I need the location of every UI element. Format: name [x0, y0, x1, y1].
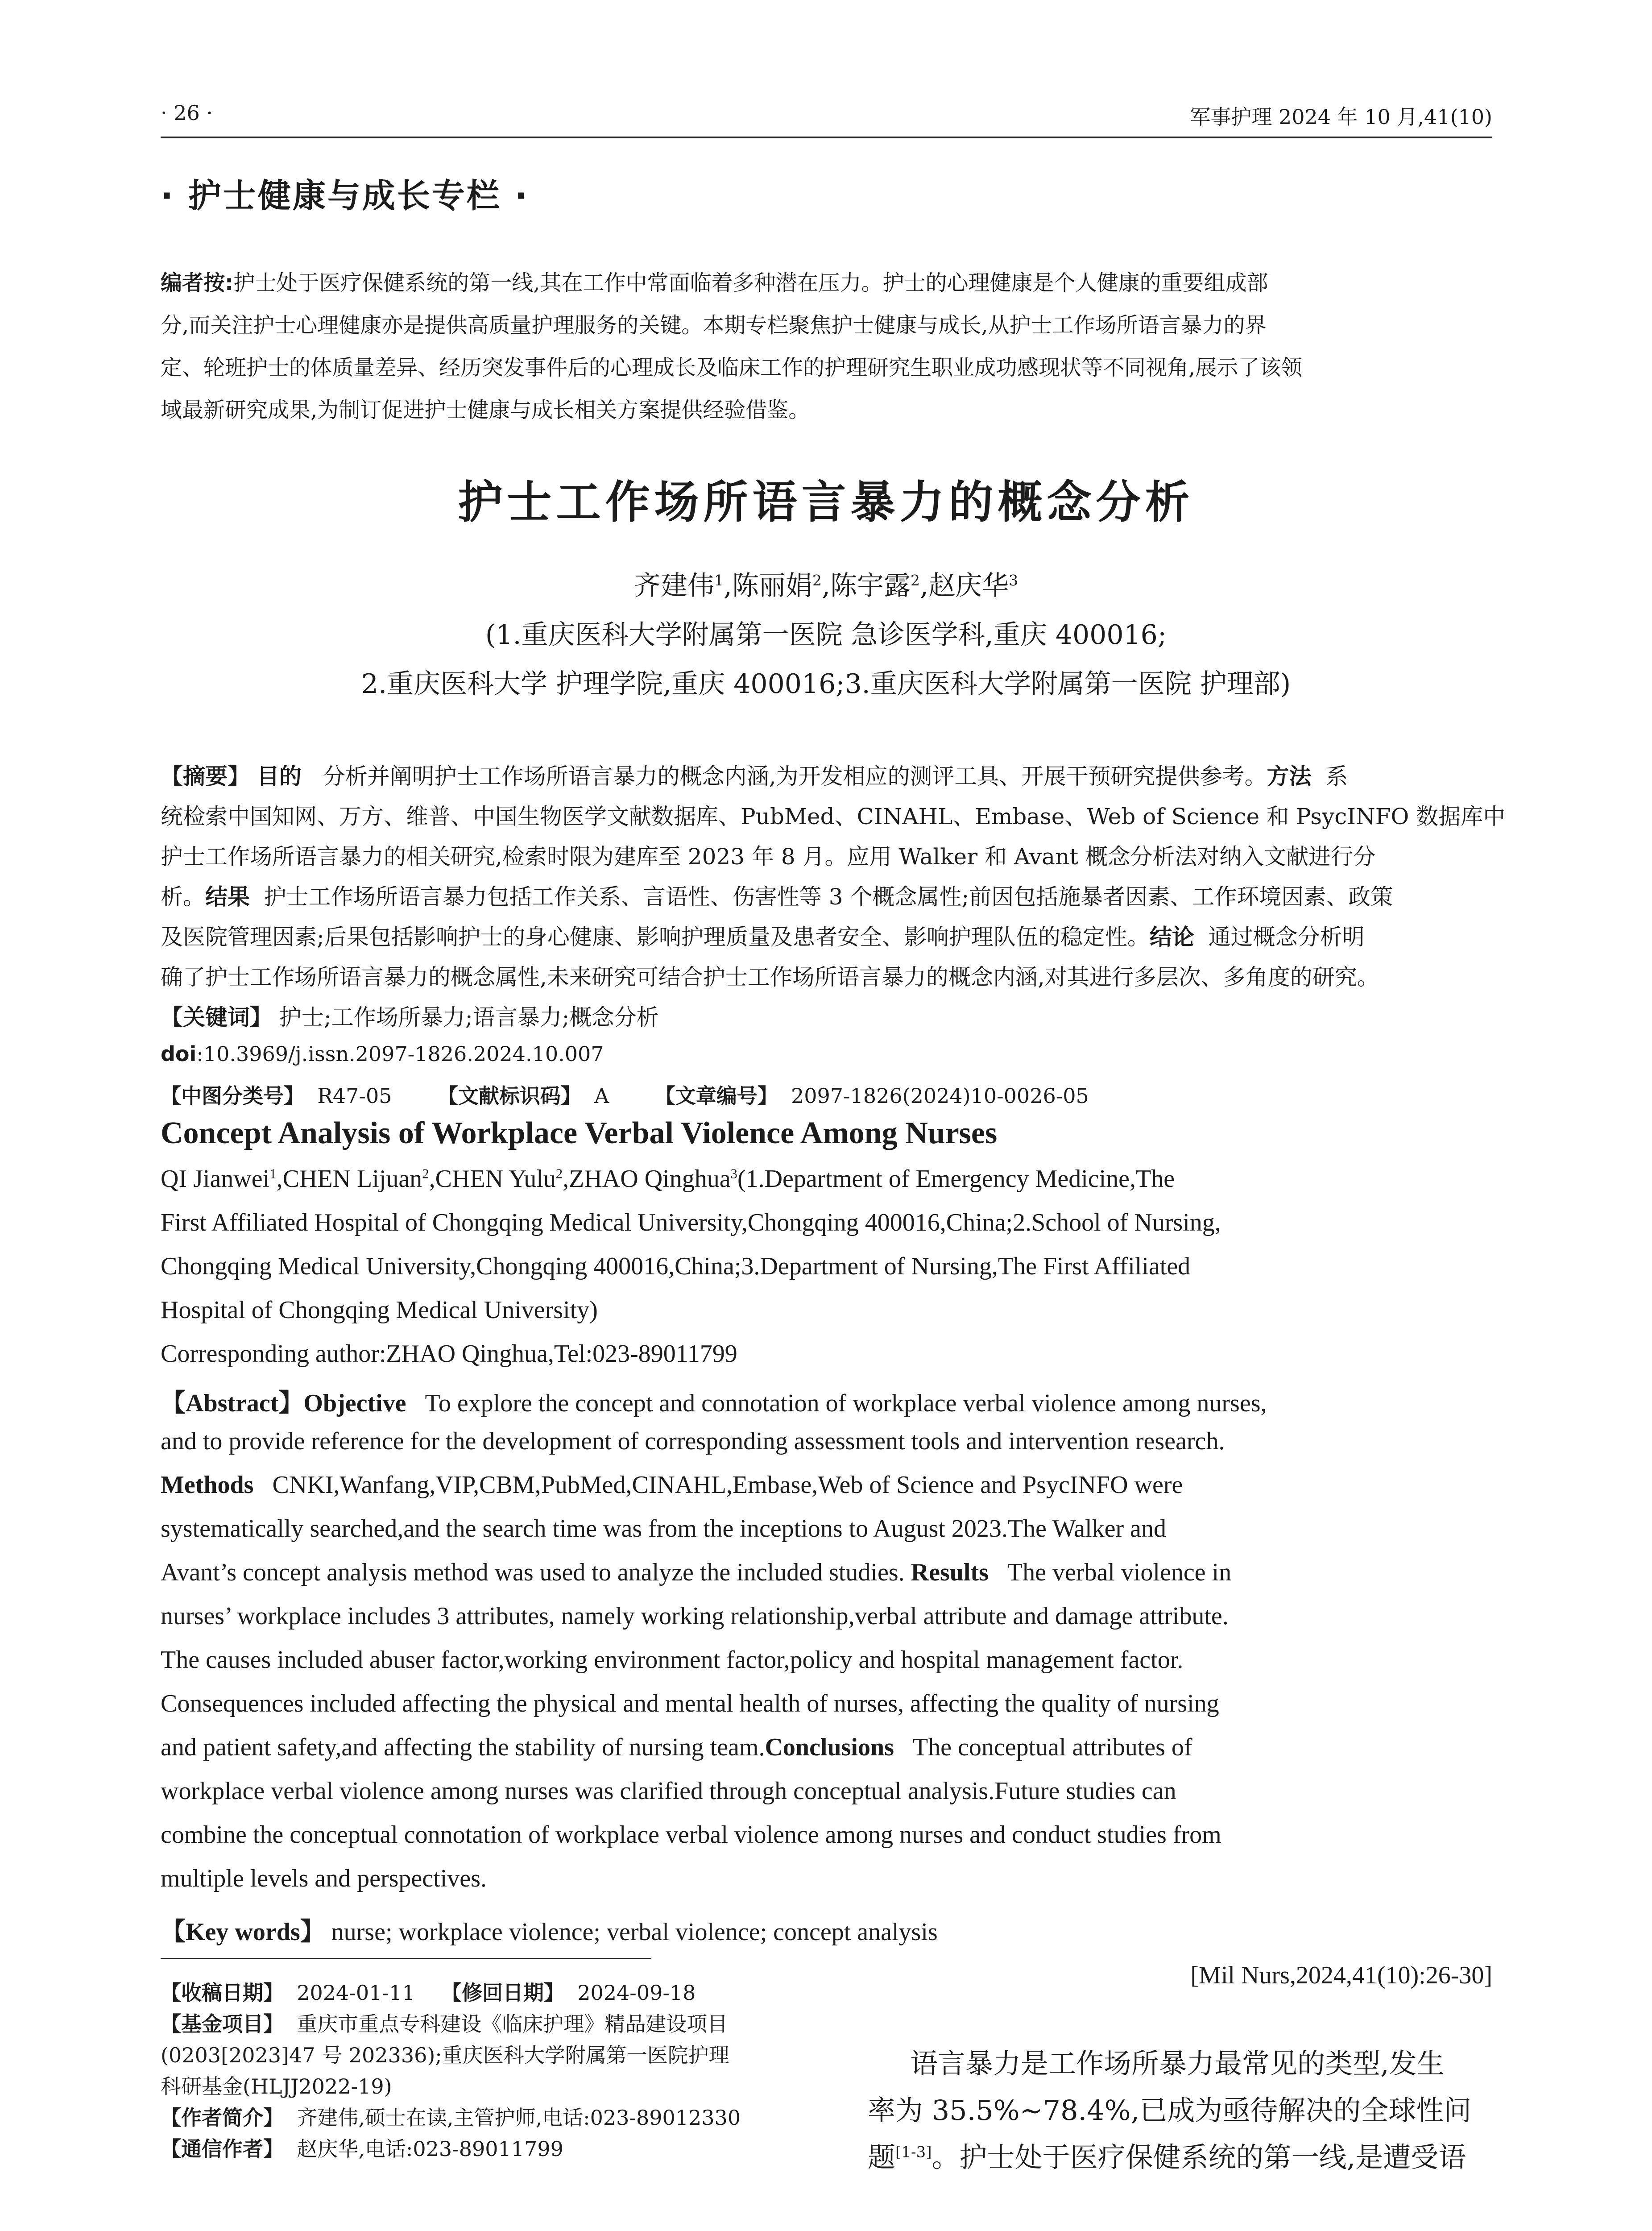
english-title: Concept Analysis of Workplace Verbal Violence Among Nurses — [161, 1116, 998, 1150]
author-name: 齐建伟 — [633, 570, 714, 601]
abstract-label: 【摘要】 — [161, 763, 250, 789]
abstract-en-line: 【Abstract】Objective To explore the concept and connotation of workplace verbal violence among nurses, — [161, 1389, 1267, 1417]
journal-info: 军事护理 2024 年 10 月,41(10) — [1190, 105, 1492, 129]
abstract-en-line: multiple levels and perspectives. — [161, 1865, 487, 1892]
abstract-en-line: and to provide reference for the development of corresponding assessment tools and intervention research. — [161, 1427, 1225, 1455]
editor-note-label: 编者按: — [161, 270, 234, 295]
conclusion-label: 结论 — [1149, 924, 1194, 950]
classification: 【中图分类号】 R47-05 【文献标识码】 A 【文章编号】 2097-1826(2024)10-0026-05 — [161, 1084, 1089, 1108]
page-number: · 26 · — [161, 101, 213, 125]
editor-note-line: 定、轮班护士的体质量差异、经历突发事件后的心理成长及临床工作的护理研究生职业成功感现状等不同视角,展示了该领 — [161, 355, 1303, 380]
editor-note-line: 域最新研究成果,为制订促进护士健康与成长相关方案提供经验借鉴。 — [161, 398, 810, 423]
keywords-en-label: 【Key words】 — [161, 1918, 325, 1946]
english-affiliation-line: Chongqing Medical University,Chongqing 400016,China;3.Department of Nursing,The First Affiliated — [161, 1252, 1191, 1280]
objective-label: 目的 — [257, 763, 302, 789]
keywords-cn: 【关键词】 护士;工作场所暴力;语言暴力;概念分析 — [161, 1004, 659, 1030]
citation: [Mil Nurs,2024,41(10):26-30] — [1190, 1961, 1492, 1989]
abstract-en-label: 【Abstract】 — [161, 1389, 304, 1417]
footnote-divider — [161, 1958, 651, 1959]
author-name: 陈宇露 — [830, 570, 911, 601]
doi: doi:10.3969/j.issn.2097-1826.2024.10.007 — [161, 1042, 604, 1066]
affiliation-line: (1.重庆医科大学附属第一医院 急诊医学科,重庆 400016; — [485, 619, 1167, 651]
fund-info-line: (0203[2023]47 号 202336);重庆医科大学附属第一医院护理 — [161, 2043, 729, 2067]
editor-note-line: 分,而关注护士心理健康亦是提供高质量护理服务的关键。本期专栏聚焦护士健康与成长,从护士工作场所语言暴力的界 — [161, 313, 1267, 338]
author-name: 陈丽娟 — [732, 570, 812, 601]
methods-label: 方法 — [1267, 763, 1312, 789]
column-title: · 护士健康与成长专栏 · — [161, 177, 529, 215]
keywords-en: 【Key words】 nurse; workplace violence; verbal violence; concept analysis — [161, 1918, 938, 1946]
methods-en-label: Methods — [161, 1471, 254, 1499]
author-list: 齐建伟$^1$,陈丽娟$^2$,陈宇露$^2$,赵庆华$^3$ — [633, 570, 1019, 601]
running-header — [161, 98, 1492, 138]
corresponding-contact: 【通信作者】 赵庆华,电话:023-89011799 — [161, 2137, 563, 2161]
abstract-en-line: Consequences included affecting the physical and mental health of nurses, affecting the quality of nursing — [161, 1690, 1219, 1717]
body-line: 语言暴力是工作场所暴力最常见的类型,发生 — [910, 2047, 1445, 2080]
received-dates: 【收稿日期】 2024-01-11 【修回日期】 2024-09-18 — [161, 1981, 696, 2005]
abstract-en-line: and patient safety,and affecting the stability of nursing team.Conclusions The conceptual attributes of — [161, 1733, 1192, 1761]
author-name: 赵庆华 — [928, 570, 1009, 601]
abstract-en-line: Methods CNKI,Wanfang,VIP,CBM,PubMed,CINAHL,Embase,Web of Science and PsycINFO were — [161, 1471, 1183, 1499]
results-label: 结果 — [205, 884, 250, 910]
abstract-line: 析。结果 护士工作场所语言暴力包括工作关系、言语性、伤害性等 3 个概念属性;前因包括施暴者因素、工作环境因素、政策 — [161, 884, 1393, 910]
english-authors: QI Jianwei$^1$,CHEN Lijuan$^2$,CHEN Yulu$^2$,ZHAO Qinghua$^3$(1.Department of Emergency Medicine,The — [161, 1165, 1175, 1193]
abstract-en-line: systematically searched,and the search time was from the inceptions to August 2023.The Walker and — [161, 1515, 1167, 1543]
keywords-label: 【关键词】 — [161, 1004, 272, 1030]
header-rule — [161, 137, 1492, 138]
abstract-line: 统检索中国知网、万方、维普、中国生物医学文献数据库、PubMed、CINAHL、Embase、Web of Science 和 PsycINFO 数据库中 — [161, 804, 1506, 829]
abstract-line: 护士工作场所语言暴力的相关研究,检索时限为建库至 2023 年 8 月。应用 Walker 和 Avant 概念分析法对纳入文献进行分 — [161, 844, 1376, 870]
body-line: 率为 35.5%~78.4%,已成为亟待解决的全球性问 — [868, 2094, 1472, 2127]
abstract-en-line: Avant’s concept analysis method was used to analyze the included studies. Results The verbal violence in — [161, 1559, 1232, 1586]
abstract-line: 及医院管理因素;后果包括影响护士的身心健康、影响护理质量及患者安全、影响护理队伍的稳定性。结论 通过概念分析明 — [161, 924, 1365, 950]
article-title: 护士工作场所语言暴力的概念分析 — [458, 476, 1194, 528]
fund-info-line: 科研基金(HLJJ2022-19) — [161, 2074, 392, 2098]
english-affiliation-line: First Affiliated Hospital of Chongqing Medical University,Chongqing 400016,China;2.School of Nursing, — [161, 1209, 1221, 1236]
affiliation-line: 2.重庆医科大学 护理学院,重庆 400016;3.重庆医科大学附属第一医院 护理部) — [361, 668, 1291, 700]
abstract-en-line: workplace verbal violence among nurses was clarified through conceptual analysis.Future studies can — [161, 1777, 1176, 1805]
corresponding-author: Corresponding author:ZHAO Qinghua,Tel:023-89011799 — [161, 1340, 737, 1368]
english-affiliation-line: Hospital of Chongqing Medical University) — [161, 1296, 598, 1324]
abstract-line: 确了护士工作场所语言暴力的概念属性,未来研究可结合护士工作场所语言暴力的概念内涵,对其进行多层次、多角度的研究。 — [161, 964, 1379, 990]
conclusions-en-label: Conclusions — [765, 1733, 894, 1761]
abstract-en-line: combine the conceptual connotation of workplace verbal violence among nurses and conduct studies from — [161, 1821, 1221, 1849]
citation-ref: [1-3] — [895, 2143, 932, 2161]
editor-note-line: 编者按:护士处于医疗保健系统的第一线,其在工作中常面临着多种潜在压力。护士的心理健康是个人健康的重要组成部 — [161, 270, 1268, 295]
results-en-label: Results — [911, 1559, 989, 1586]
abstract-en-line: The causes included abuser factor,working environment factor,policy and hospital management factor. — [161, 1646, 1184, 1674]
abstract-line: 【摘要】 目的 分析并阐明护士工作场所语言暴力的概念内涵,为开发相应的测评工具、开展干预研究提供参考。方法 系 — [161, 763, 1348, 789]
abstract-en-line: nurses’ workplace includes 3 attributes, namely working relationship,verbal attribute and damage attribute. — [161, 1602, 1229, 1630]
fund-info: 【基金项目】 重庆市重点专科建设《临床护理》精品建设项目 — [161, 2012, 728, 2036]
body-line: 题[1-3]。护士处于医疗保健系统的第一线,是遭受语 — [868, 2141, 1466, 2173]
objective-en-label: Objective — [303, 1389, 406, 1417]
author-bio: 【作者简介】 齐建伟,硕士在读,主管护师,电话:023-89012330 — [161, 2106, 741, 2130]
